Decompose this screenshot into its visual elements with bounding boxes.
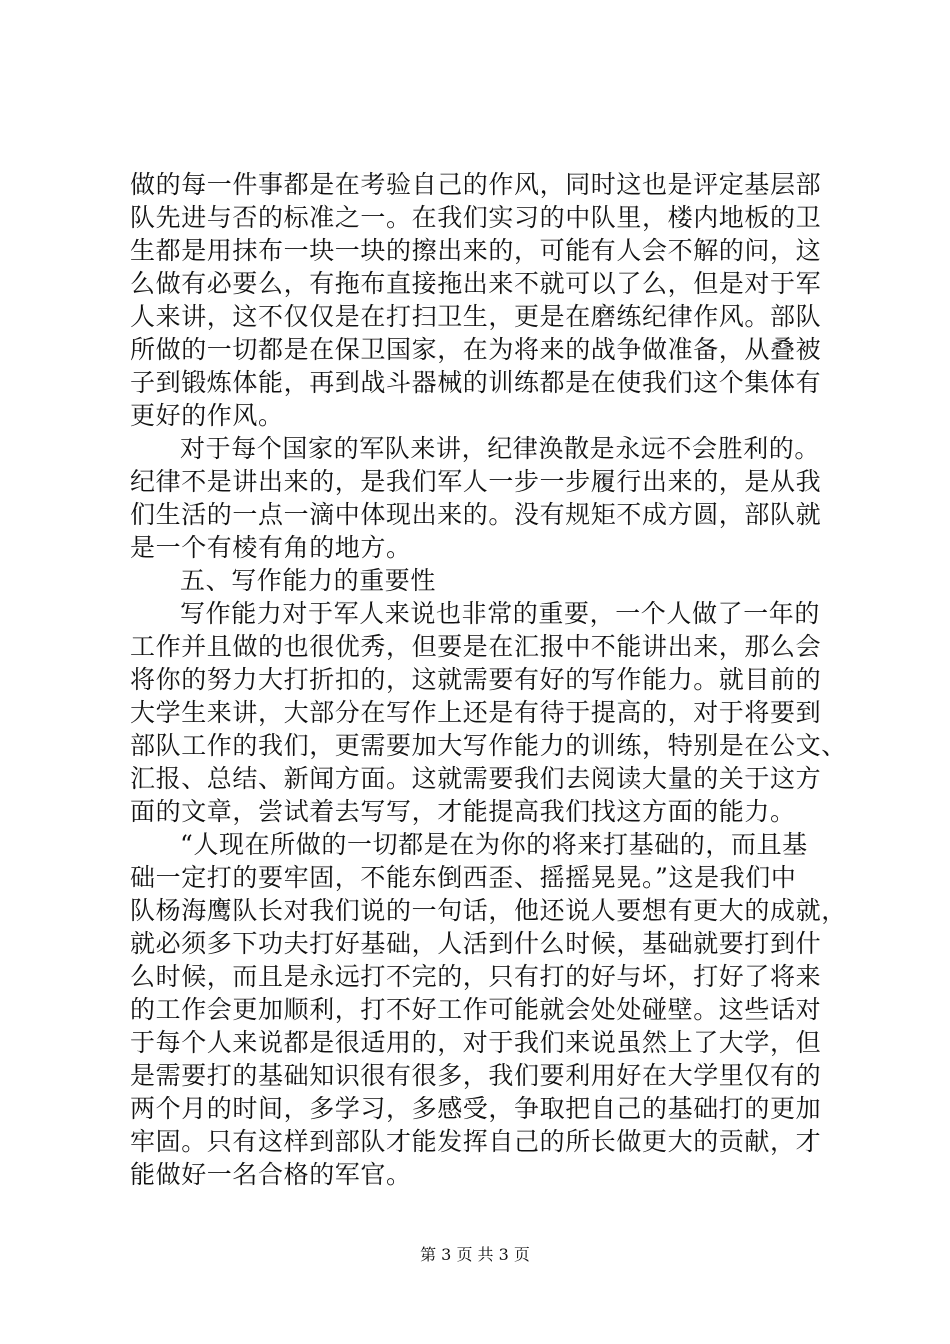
text-line: 五、写作能力的重要性 <box>180 566 437 595</box>
page-footer: 第 3 页 共 3 页 <box>420 1245 530 1264</box>
text-line: 是需要打的基础知识很有很多，我们要利用好在大学里仅有的 <box>130 1061 822 1090</box>
text-line: 生都是用抹布一块一块的擦出来的，可能有人会不解的问，这 <box>130 236 822 265</box>
text-line: 面的文章，尝试着去写写，才能提高我们找这方面的能力。 <box>130 797 796 826</box>
text-line: 么时候，而且是永远打不完的，只有打的好与坏，打好了将来 <box>130 962 822 991</box>
text-line: 将你的努力大打折扣的，这就需要有好的写作能力。就目前的 <box>130 665 822 694</box>
text-line: 对于每个国家的军队来讲，纪律涣散是永远不会胜利的。 <box>180 434 821 463</box>
text-line: 们生活的一点一滴中体现出来的。没有规矩不成方圆，部队就 <box>130 500 822 529</box>
text-line: 汇报、总结、新闻方面。这就需要我们去阅读大量的关于这方 <box>130 764 822 793</box>
text-line: 是一个有棱有角的地方。 <box>130 533 412 562</box>
text-line: 大学生来讲，大部分在写作上还是有待于提高的，对于将要到 <box>130 698 822 727</box>
text-line: 人来讲，这不仅仅是在打扫卫生，更是在磨练纪律作风。部队 <box>130 302 822 331</box>
text-line: 础一定打的要牢固，不能东倒西歪、摇摇晃晃。”这是我们中 <box>130 863 797 892</box>
text-line: 的工作会更加顺利，打不好工作可能就会处处碰壁。这些话对 <box>130 995 822 1024</box>
text-line: 队先进与否的标准之一。在我们实习的中队里，楼内地板的卫 <box>130 203 822 232</box>
text-line: 工作并且做的也很优秀，但要是在汇报中不能讲出来，那么会 <box>130 632 822 661</box>
text-line: 纪律不是讲出来的，是我们军人一步一步履行出来的，是从我 <box>130 467 822 496</box>
text-line: 写作能力对于军人来说也非常的重要，一个人做了一年的 <box>180 599 821 628</box>
text-line: 两个月的时间，多学习，多感受，争取把自己的基础打的更加 <box>130 1094 822 1123</box>
text-line: 就必须多下功夫打好基础，人活到什么时候，基础就要打到什 <box>130 929 822 958</box>
text-line: “人现在所做的一切都是在为你的将来打基础的，而且基 <box>180 830 808 859</box>
text-line: 所做的一切都是在保卫国家，在为将来的战争做准备，从叠被 <box>130 335 822 364</box>
text-line: 部队工作的我们，更需要加大写作能力的训练，特别是在公文、 <box>130 731 847 760</box>
text-line: 更好的作风。 <box>130 401 284 430</box>
text-line: 子到锻炼体能，再到战斗器械的训练都是在使我们这个集体有 <box>130 368 822 397</box>
text-line: 牢固。只有这样到部队才能发挥自己的所长做更大的贡献，才 <box>130 1127 822 1156</box>
text-line: 于每个人来说都是很适用的，对于我们来说虽然上了大学，但 <box>130 1028 822 1057</box>
text-line: 队杨海鹰队长对我们说的一句话，他还说人要想有更大的成就， <box>130 896 847 925</box>
text-line: 做的每一件事都是在考验自己的作风，同时这也是评定基层部 <box>130 170 822 199</box>
text-line: 能做好一名合格的军官。 <box>130 1160 412 1189</box>
document-body <box>130 168 847 1191</box>
text-line: 么做有必要么，有拖布直接拖出来不就可以了么，但是对于军 <box>130 269 822 298</box>
